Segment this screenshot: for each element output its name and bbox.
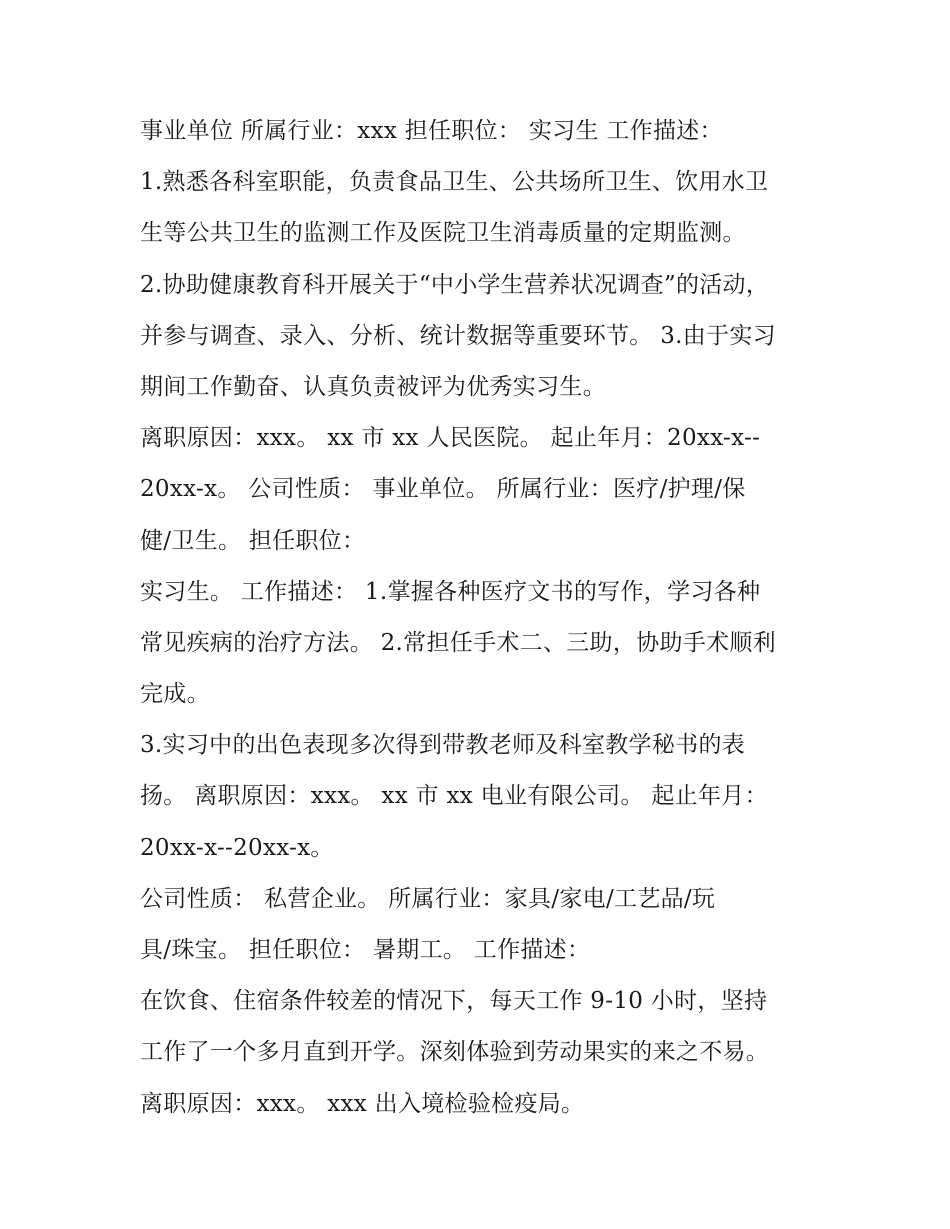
text-line: 期间工作勤奋、认真负责被评为优秀实习生。 (140, 373, 606, 400)
text-line: 20xx-x。 公司性质： 事业单位。 所属行业：医疗/护理/保 (140, 476, 746, 503)
text-line: 并参与调查、录入、分析、统计数据等重要环节。 3.由于实习 (140, 322, 776, 349)
text-line: 生等公共卫生的监测工作及医院卫生消毒质量的定期监测。 (140, 220, 746, 247)
text-line: 健/卫生。 担任职位： (140, 527, 366, 554)
text-line: 扬。 离职原因：xxx。 xx 市 xx 电业有限公司。 起止年月： (140, 783, 768, 810)
text-line: 在饮食、住宿条件较差的情况下，每天工作 9-10 小时，坚持 (140, 988, 768, 1015)
text-line: 实习生。 工作描述： 1.掌握各种医疗文书的写作，学习各种 (140, 578, 761, 605)
text-line: 完成。 (140, 681, 210, 708)
text-line: 事业单位 所属行业：xxx 担任职位： 实习生 工作描述： (140, 118, 723, 144)
document-body (140, 106, 820, 1130)
text-line: 公司性质： 私营企业。 所属行业：家具/家电/工艺品/玩 (140, 885, 716, 912)
text-line: 具/珠宝。 担任职位： 暑期工。 工作描述： (140, 937, 591, 963)
text-line: 常见疾病的治疗方法。 2.常担任手术二、三助，协助手术顺利 (140, 629, 776, 656)
text-line: 工作了一个多月直到开学。深刻体验到劳动果实的来之不易。 (140, 1039, 770, 1066)
text-line: 离职原因：xxx。 xxx 出入境检验检疫局。 (140, 1090, 585, 1117)
text-line: 离职原因：xxx。 xx 市 xx 人民医院。 起止年月：20xx-x-- (140, 425, 761, 452)
text-line: 3.实习中的出色表现多次得到带教老师及科室教学秘书的表 (140, 732, 746, 759)
text-line: 2.协助健康教育科开展关于“中小学生营养状况调查”的活动， (140, 271, 770, 298)
text-line: 20xx-x--20xx-x。 (140, 834, 334, 861)
text-line: 1.熟悉各科室职能，负责食品卫生、公共场所卫生、饮用水卫 (140, 169, 769, 196)
